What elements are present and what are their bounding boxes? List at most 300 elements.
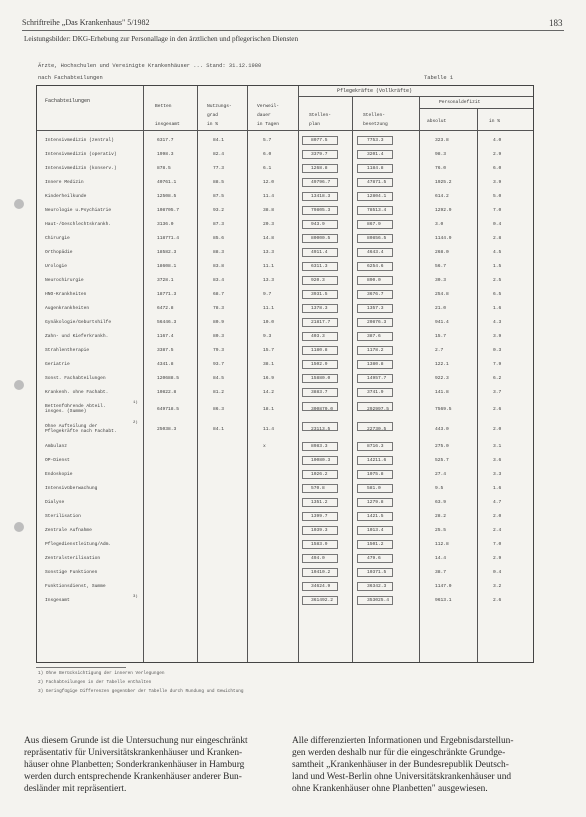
header-rule (419, 108, 533, 109)
cell-stay: 15.7 (263, 348, 275, 353)
cell-def-abs: 63.9 (435, 500, 447, 505)
cell-stay: 6.1 (263, 166, 272, 171)
cell-util: 87.3 (213, 222, 225, 227)
cell-occ: 14957.7 (367, 376, 387, 381)
punch-hole (14, 522, 24, 532)
cell-occ: 4643.4 (367, 250, 384, 255)
cell-plan: 15880.0 (311, 376, 331, 381)
table-row (37, 510, 533, 524)
row-label: Insgesamt (45, 598, 70, 603)
header-stellenbesetzung: Stellen- (363, 113, 386, 118)
header-in-pct: in % (207, 122, 219, 127)
row-label: Augenkrankheiten (45, 306, 90, 311)
cell-def-pct: 2.6 (493, 407, 502, 412)
cell-beds: 18608.1 (157, 264, 177, 269)
cell-beds: 120688.5 (157, 376, 180, 381)
row-label: Intensivmedizin (konserv.) (45, 166, 117, 171)
cell-def-abs: 9.5 (435, 486, 444, 491)
cell-util: 88.5 (213, 180, 225, 185)
cell-plan: 1378.3 (311, 306, 328, 311)
cell-def-abs: 922.3 (435, 376, 449, 381)
cell-def-abs: 9613.1 (435, 598, 452, 603)
cell-beds: 3728.1 (157, 278, 174, 283)
body-line: werden durch entsprechende Krankenhäuser anderer Bun- (24, 772, 242, 782)
cell-util: 87.5 (213, 194, 225, 199)
table-row (37, 580, 533, 594)
cell-def-pct: 2.9 (493, 556, 502, 561)
cell-def-pct: 7.0 (493, 208, 502, 213)
cell-def-abs: 141.8 (435, 390, 449, 395)
table-row (37, 246, 533, 260)
cell-stay: 18.1 (263, 407, 275, 412)
cell-def-abs: 275.0 (435, 444, 449, 449)
cell-def-pct: 3.6 (493, 458, 502, 463)
table-row (37, 468, 533, 482)
cell-beds: 6472.8 (157, 306, 174, 311)
cell-util: 84.1 (213, 138, 225, 143)
header-pct: in % (489, 119, 501, 124)
cell-def-pct: 0.3 (493, 348, 502, 353)
cell-def-pct: 3.9 (493, 180, 502, 185)
cell-util: 83.8 (213, 264, 225, 269)
cell-beds: 118771.4 (157, 236, 180, 241)
header-betten: Betten (155, 104, 172, 109)
cell-def-pct: 4.7 (493, 500, 502, 505)
cell-def-abs: 28.2 (435, 514, 447, 519)
cell-def-pct: 2.0 (493, 427, 502, 432)
row-label: Intensivmedizin (zentral) (45, 138, 114, 143)
row-label: Krankenh. ohne Fachabt. (45, 390, 109, 395)
cell-def-abs: 268.0 (435, 250, 449, 255)
cell-def-pct: 2.8 (493, 236, 502, 241)
cell-beds: 108705.7 (157, 208, 180, 213)
header-nutzungsgrad: Nutzungs- (207, 104, 232, 109)
cell-occ: 479.6 (367, 556, 381, 561)
cell-def-pct: 1.6 (493, 306, 502, 311)
header-plan: plan (309, 122, 321, 127)
cell-stay: 10.0 (263, 320, 275, 325)
cell-util: 78.3 (213, 306, 225, 311)
cell-occ: 1075.8 (367, 472, 384, 477)
cell-def-pct: 7.0 (493, 542, 502, 547)
cell-util: 93.2 (213, 208, 225, 213)
cell-def-pct: 2.9 (493, 152, 502, 157)
cell-util: 81.2 (213, 390, 225, 395)
cell-def-abs: 14.4 (435, 556, 447, 561)
cell-beds: 18582.3 (157, 250, 177, 255)
cell-def-abs: 112.8 (435, 542, 449, 547)
cell-occ: 1178.2 (367, 348, 384, 353)
cell-stay: 38.8 (263, 208, 275, 213)
cell-def-abs: 323.8 (435, 138, 449, 143)
row-label: HNO-Krankheiten (45, 292, 87, 297)
cell-util: 84.5 (213, 376, 225, 381)
row-label: Ambulanz (45, 444, 68, 449)
cell-def-abs: 38.7 (435, 570, 447, 575)
row-label: Urologie (45, 264, 68, 269)
cell-plan: 570.8 (311, 486, 325, 491)
row-label: Endoskopie (45, 472, 73, 477)
table-row (37, 496, 533, 510)
cell-def-pct: 6.5 (493, 292, 502, 297)
cell-beds: 40761.1 (157, 180, 177, 185)
cell-beds: 10822.8 (157, 390, 177, 395)
cell-def-abs: 443.0 (435, 427, 449, 432)
row-label: Chirurgie (45, 236, 70, 241)
row-label: Zentralsterilisation (45, 556, 101, 561)
cell-stay: 11.1 (263, 306, 275, 311)
cell-occ: 3201.4 (367, 152, 384, 157)
cell-beds: 878.5 (157, 166, 171, 171)
table-row (37, 288, 533, 302)
cell-def-pct: 4.5 (493, 250, 502, 255)
table-row (37, 552, 533, 566)
header-fachabteilungen: Fachabteilungen (45, 98, 91, 104)
footnote-3: 3) Geringfügige Differenzen gegenüber der Tabelle durch Rundung und Gewichtung (38, 689, 244, 694)
row-label: Orthopädie (45, 250, 73, 255)
cell-def-abs: 76.0 (435, 166, 447, 171)
cell-plan: 8077.5 (311, 138, 328, 143)
cell-def-abs: 15.7 (435, 334, 447, 339)
table-row (37, 344, 533, 358)
cell-occ: 36342.3 (367, 584, 387, 589)
body-text-right (292, 735, 564, 795)
cell-plan: 10410.2 (311, 570, 331, 575)
cell-stay: 9.3 (263, 334, 272, 339)
cell-stay: 9.7 (263, 292, 272, 297)
table-row (37, 594, 533, 608)
cell-def-abs: 21.0 (435, 306, 447, 311)
row-label: Haut-/Geschlechtskrankh. (45, 222, 112, 227)
cell-def-pct: 3.9 (493, 334, 502, 339)
table-row (37, 538, 533, 552)
header-dauer: dauer (257, 113, 271, 118)
cell-plan: 361492.2 (311, 598, 334, 603)
cell-plan: 403.3 (311, 334, 325, 339)
cell-def-pct: 3.1 (493, 444, 502, 449)
body-text-left (24, 735, 276, 795)
cell-util: 82.4 (213, 152, 225, 157)
table-row (37, 148, 533, 162)
cell-def-abs: 3.0 (435, 222, 444, 227)
cell-def-abs: 27.4 (435, 472, 447, 477)
row-label: Ohne Aufteilung der (45, 424, 98, 429)
cell-beds: 649718.5 (157, 407, 180, 412)
cell-plan: 3379.7 (311, 152, 328, 157)
cell-plan: 300870.0 (311, 407, 334, 412)
table-row (37, 358, 533, 372)
table-row (37, 400, 533, 420)
table-row (37, 440, 533, 454)
cell-occ: 3676.7 (367, 292, 384, 297)
cell-util: 68.7 (213, 292, 225, 297)
cell-def-pct: 1.6 (493, 486, 502, 491)
table-row (37, 204, 533, 218)
cell-occ: 890.0 (367, 278, 381, 283)
cell-def-pct: 4.0 (493, 138, 502, 143)
table-row (37, 566, 533, 580)
cell-plan: 23113.5 (311, 427, 331, 432)
cell-stay: 11.4 (263, 427, 275, 432)
cell-plan: 494.0 (311, 556, 325, 561)
cell-def-pct: 7.9 (493, 362, 502, 367)
cell-stay: 12.0 (263, 180, 275, 185)
table-row (37, 330, 533, 344)
header-verweildauer: Verweil- (257, 104, 280, 109)
cell-occ: 353025.4 (367, 598, 390, 603)
cell-stay: 13.3 (263, 278, 275, 283)
body-line: häuser ohne Planbetten; Sonderkrankenhäuser in Hamburg (24, 760, 245, 770)
cell-occ: 47871.5 (367, 180, 387, 185)
table-row (37, 260, 533, 274)
footnote-2: 2) Fachabteilungen in der Tabelle enthalten (38, 680, 152, 685)
cell-util: 80.3 (213, 334, 225, 339)
cell-def-abs: 1292.9 (435, 208, 452, 213)
cell-util: 86.3 (213, 407, 225, 412)
header-pflegekraefte: Pflegekräfte (Vollkräfte) (337, 88, 413, 94)
row-label-line2: insges. (Summe) (45, 409, 87, 414)
body-line: Alle differenzierten Informationen und Ergebnisdarstellun- (292, 736, 514, 746)
cell-def-pct: 2.5 (493, 278, 502, 283)
cell-occ: 8716.3 (367, 444, 384, 449)
header-rule (298, 96, 533, 97)
cell-plan: 21817.7 (311, 320, 331, 325)
body-line: ohne Krankenhäuser ohne Planbetten" ausgewiesen. (292, 784, 488, 794)
row-label: Kinderheilkunde (45, 194, 87, 199)
body-line: land und West-Berlin ohne Universitätskrankenhäuser und (292, 772, 512, 782)
cell-occ: 80856.5 (367, 236, 387, 241)
table-row (37, 176, 533, 190)
row-label: Sonstige Funktionen (45, 570, 98, 575)
header-in-tagen: in Tagen (257, 122, 280, 127)
cell-plan: 34624.9 (311, 584, 331, 589)
cell-occ: 1184.8 (367, 166, 384, 171)
table-row (37, 482, 533, 496)
cell-def-pct: 2.0 (493, 514, 502, 519)
row-label: Sterilisation (45, 514, 81, 519)
cell-stay: 16.9 (263, 376, 275, 381)
cell-def-abs: 7569.5 (435, 407, 452, 412)
cell-stay: 14.8 (263, 236, 275, 241)
cell-def-abs: 254.8 (435, 292, 449, 297)
cell-beds: 56446.3 (157, 320, 177, 325)
table-subtitle: nach Fachabteilungen (38, 75, 103, 81)
header-grad: grad (207, 113, 219, 118)
row-label: Pflegedienstleitung/Adm. (45, 542, 112, 547)
cell-util: 77.3 (213, 166, 225, 171)
cell-plan: 6311.3 (311, 264, 328, 269)
row-label-line2: Pflegekräfte nach Fachabt. (45, 429, 117, 434)
table-row (37, 190, 533, 204)
row-label: Intensivüberwachung (45, 486, 98, 491)
cell-util: 93.7 (213, 362, 225, 367)
cell-plan: 1583.9 (311, 542, 328, 547)
cell-util: 84.1 (213, 427, 225, 432)
table-row (37, 134, 533, 148)
header-besetzung: besetzung (363, 122, 388, 127)
row-label: Neurologie u.Psychiatrie (45, 208, 112, 213)
cell-beds: 3136.0 (157, 222, 174, 227)
footnote-marker: 1) (133, 401, 138, 405)
cell-def-abs: 2.7 (435, 348, 444, 353)
body-line: repräsentativ für Universitätskrankenhäuser und Kranken- (24, 748, 243, 758)
cell-def-pct: 0.4 (493, 222, 502, 227)
cell-stay: 5.7 (263, 138, 272, 143)
row-label: Strahlentherapie (45, 348, 90, 353)
cell-def-abs: 122.1 (435, 362, 449, 367)
cell-util: 83.4 (213, 278, 225, 283)
punch-hole (14, 380, 24, 390)
table-row (37, 274, 533, 288)
cell-stay: 13.3 (263, 250, 275, 255)
table-row (37, 372, 533, 386)
cell-def-abs: 1147.0 (435, 584, 452, 589)
page-number: 183 (549, 18, 563, 28)
cell-occ: 581.0 (367, 486, 381, 491)
cell-occ: 22730.5 (367, 427, 387, 432)
cell-plan: 1399.7 (311, 514, 328, 519)
cell-plan: 49796.7 (311, 180, 331, 185)
cell-plan: 1502.9 (311, 362, 328, 367)
table-label: Tabelle 1 (424, 75, 454, 81)
cell-stay: 11.4 (263, 194, 275, 199)
cell-beds: 18771.3 (157, 292, 177, 297)
cell-def-abs: 56.7 (435, 264, 447, 269)
cell-util: 79.3 (213, 348, 225, 353)
row-label: Geriatrie (45, 362, 70, 367)
table-row (37, 420, 533, 440)
cell-stay: 38.1 (263, 362, 275, 367)
row-label: Sonst. Fachabteilungen (45, 376, 106, 381)
cell-beds: 1998.3 (157, 152, 174, 157)
cell-def-abs: 1925.2 (435, 180, 452, 185)
row-label: OP-Dienst (45, 458, 70, 463)
cell-def-abs: 525.7 (435, 458, 449, 463)
footnote-marker: 3) (133, 595, 138, 599)
table-row (37, 316, 533, 330)
header-absolut: absolut (427, 119, 447, 124)
footnote-rule (36, 667, 126, 668)
data-table (36, 85, 534, 663)
cell-def-pct: 1.5 (493, 264, 502, 269)
table-row (37, 162, 533, 176)
row-label: Zentrale Aufnahme (45, 528, 92, 533)
table-row (37, 218, 533, 232)
cell-stay: 14.2 (263, 390, 275, 395)
cell-plan: 943.9 (311, 222, 325, 227)
cell-plan: 1268.8 (311, 166, 328, 171)
footnote-marker: 2) (133, 421, 138, 425)
cell-plan: 1180.8 (311, 348, 328, 353)
cell-plan: 920.3 (311, 278, 325, 283)
cell-def-pct: 6.0 (493, 166, 502, 171)
cell-beds: 3387.5 (157, 348, 174, 353)
cell-occ: 1421.5 (367, 514, 384, 519)
cell-occ: 292997.5 (367, 407, 390, 412)
cell-def-abs: 25.5 (435, 528, 447, 533)
punch-hole (14, 199, 24, 209)
cell-plan: 3883.7 (311, 390, 328, 395)
cell-def-pct: 6.2 (493, 376, 502, 381)
cell-def-abs: 98.3 (435, 152, 447, 157)
cell-def-abs: 941.4 (435, 320, 449, 325)
row-label: Neurochirurgie (45, 278, 84, 283)
cell-util: 85.6 (213, 236, 225, 241)
table-row (37, 454, 533, 468)
header-rule (22, 30, 564, 31)
cell-occ: 6254.6 (367, 264, 384, 269)
cell-plan: 3931.5 (311, 292, 328, 297)
cell-occ: 7753.3 (367, 138, 384, 143)
cell-occ: 10371.5 (367, 570, 387, 575)
cell-plan: 80000.5 (311, 236, 331, 241)
cell-plan: 10080.3 (311, 458, 331, 463)
cell-occ: 1357.3 (367, 306, 384, 311)
row-label: Zahn- und Kieferkrankh. (45, 334, 109, 339)
cell-occ: 20876.3 (367, 320, 387, 325)
cell-plan: 8983.3 (311, 444, 328, 449)
cell-plan: 79805.3 (311, 208, 331, 213)
body-line: samtheit „Krankenhäuser in der Bundesrepublik Deutsch- (292, 760, 509, 770)
cell-def-pct: 0.4 (493, 570, 502, 575)
row-label: Dialyse (45, 500, 65, 505)
table-row (37, 302, 533, 316)
cell-def-abs: 30.3 (435, 278, 447, 283)
cell-beds: 25038.3 (157, 427, 177, 432)
cell-occ: 867.9 (367, 222, 381, 227)
cell-stay: 6.0 (263, 152, 272, 157)
cell-beds: 1167.4 (157, 334, 174, 339)
cell-occ: 78513.4 (367, 208, 387, 213)
cell-occ: 1279.8 (367, 500, 384, 505)
cell-occ: 1380.8 (367, 362, 384, 367)
row-label: Funktionsdienst, Summe (45, 584, 106, 589)
table-row (37, 386, 533, 400)
cell-stay: 11.1 (263, 264, 275, 269)
table-row (37, 524, 533, 538)
table-title: Ärzte, Hochschulen und Vereinigte Krankenhäuser ... Stand: 31.12.1980 (38, 63, 262, 69)
article-subtitle: Leistungsbilder: DKG-Erhebung zur Personallage in den ärztlichen und pflegerischen Diensten (24, 35, 299, 43)
body-line: Aus diesem Grunde ist die Untersuchung nur eingeschränkt (24, 736, 248, 746)
cell-plan: 1026.2 (311, 472, 328, 477)
cell-occ: 387.6 (367, 334, 381, 339)
cell-def-pct: 5.0 (493, 194, 502, 199)
cell-occ: 14211.6 (367, 458, 387, 463)
row-label: Innere Medizin (45, 180, 84, 185)
cell-occ: 1501.2 (367, 542, 384, 547)
cell-plan: 1351.2 (311, 500, 328, 505)
cell-occ: 3741.9 (367, 390, 384, 395)
footnote-1: 1) Ohne Berücksichtigung der inneren Verlegungen (38, 671, 165, 676)
body-line: gen werden deshalb nur für die eingeschränkte Grundge- (292, 748, 506, 758)
cell-def-abs: 1144.9 (435, 236, 452, 241)
cell-util: 88.3 (213, 250, 225, 255)
row-label: Intensivmedizin (operativ) (45, 152, 117, 157)
cell-beds: 6317.7 (157, 138, 174, 143)
cell-stay: x (263, 444, 266, 449)
cell-occ: 1013.4 (367, 528, 384, 533)
cell-plan: 1039.3 (311, 528, 328, 533)
cell-occ: 12804.1 (367, 194, 387, 199)
cell-def-pct: 4.3 (493, 320, 502, 325)
journal-header: Schriftreihe „Das Krankenhaus" 5/1982 (22, 18, 150, 27)
cell-stay: 20.3 (263, 222, 275, 227)
table-row (37, 232, 533, 246)
header-rule (37, 130, 533, 131)
cell-def-pct: 2.4 (493, 528, 502, 533)
cell-def-pct: 2.6 (493, 598, 502, 603)
cell-def-pct: 3.3 (493, 472, 502, 477)
